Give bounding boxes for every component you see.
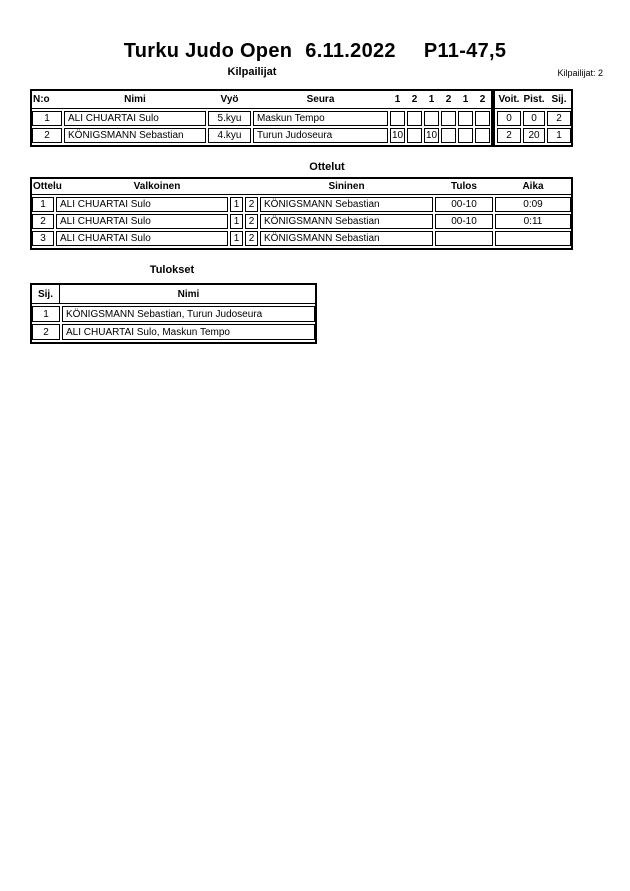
cell-match-number: 3	[32, 231, 54, 246]
section-heading-kilpailijat: Kilpailijat	[227, 66, 277, 78]
cell-score: 10	[391, 130, 404, 141]
col-header-pist: Pist.	[523, 94, 545, 105]
cell-blue-no: 2	[245, 214, 258, 229]
cell-score	[424, 111, 439, 126]
col-header-sininen: Sininen	[328, 181, 365, 192]
section-heading-ottelut: Ottelut	[309, 161, 345, 173]
cell-match-number: 2	[32, 214, 54, 229]
results-table	[30, 283, 317, 344]
weight-category: P11-47,5	[423, 40, 507, 62]
cell-name-club: KÖNIGSMANN Sebastian, Turun Judoseura	[62, 306, 315, 322]
cell-score	[441, 128, 456, 143]
col-header-aika: Aika	[522, 181, 544, 192]
col-header-voit: Voit.	[498, 94, 520, 105]
col-header-sij: Sij.	[551, 94, 567, 105]
col-header-vyo: Vyö	[220, 94, 239, 105]
cell-white-no: 1	[230, 231, 243, 246]
cell-vyo: 4.kyu	[208, 128, 251, 143]
cell-score	[390, 111, 405, 126]
cell-blue-no: 2	[245, 231, 258, 246]
match-row	[32, 231, 571, 246]
cell-match-number: 1	[32, 197, 54, 212]
cell-white-name: ALI CHUARTAI Sulo	[56, 231, 228, 246]
results-header-row	[32, 285, 315, 304]
cell-seura: Turun Judoseura	[253, 128, 388, 143]
cell-white-name: ALI CHUARTAI Sulo	[56, 197, 228, 212]
cell-score	[407, 128, 422, 143]
page-title	[0, 40, 630, 63]
cell-vyo: 5.kyu	[208, 111, 251, 126]
match-row	[32, 197, 571, 212]
result-row	[32, 324, 315, 340]
cell-sij: 2	[547, 111, 571, 126]
cell-time	[495, 231, 571, 246]
col-header-ottelu: Ottelu	[33, 181, 62, 192]
cell-rank: 2	[32, 324, 60, 340]
competitors-table	[30, 89, 573, 147]
cell-blue-name: KÖNIGSMANN Sebastian	[260, 214, 433, 229]
result-row	[32, 306, 315, 322]
cell-rank: 1	[32, 306, 60, 322]
cell-voit: 0	[497, 111, 521, 126]
cell-score	[458, 128, 473, 143]
competitor-count: Kilpailijat: 2	[557, 68, 603, 78]
cell-score	[407, 111, 422, 126]
col-header-score-2: 2	[411, 94, 418, 105]
col-header-sij: Sij.	[32, 285, 60, 303]
thick-column-divider	[491, 91, 495, 145]
cell-score	[475, 111, 490, 126]
cell-nimi: KÖNIGSMANN Sebastian	[64, 128, 206, 143]
col-header-score-4: 2	[445, 94, 452, 105]
cell-score: 10	[425, 130, 438, 141]
cell-white-no: 1	[230, 214, 243, 229]
cell-blue-no: 2	[245, 197, 258, 212]
match-row	[32, 214, 571, 229]
col-header-valkoinen: Valkoinen	[133, 181, 181, 192]
cell-no: 2	[32, 128, 62, 143]
cell-score	[458, 111, 473, 126]
cell-score	[475, 128, 490, 143]
cell-name-club: ALI CHUARTAI Sulo, Maskun Tempo	[62, 324, 315, 340]
cell-white-name: ALI CHUARTAI Sulo	[56, 214, 228, 229]
col-header-tulos: Tulos	[451, 181, 477, 192]
col-header-no: N:o	[33, 94, 50, 105]
cell-no: 1	[32, 111, 62, 126]
cell-blue-name: KÖNIGSMANN Sebastian	[260, 231, 433, 246]
cell-pist: 20	[523, 128, 545, 143]
cell-blue-name: KÖNIGSMANN Sebastian	[260, 197, 433, 212]
event-name: Turku Judo Open	[123, 40, 293, 62]
cell-nimi: ALI CHUARTAI Sulo	[64, 111, 206, 126]
event-date: 6.11.2022	[305, 40, 396, 62]
cell-seura: Maskun Tempo	[253, 111, 388, 126]
section-heading-tulokset: Tulokset	[149, 264, 195, 276]
col-header-score-1: 1	[394, 94, 401, 105]
matches-table	[30, 177, 573, 250]
col-header-score-5: 1	[462, 94, 469, 105]
cell-score	[441, 111, 456, 126]
matches-header-row	[32, 179, 571, 195]
col-header-nimi: Nimi	[124, 94, 146, 105]
cell-pist: 0	[523, 111, 545, 126]
col-header-seura: Seura	[306, 94, 335, 105]
cell-result	[435, 231, 493, 246]
col-header-score-3: 1	[428, 94, 435, 105]
cell-white-no: 1	[230, 197, 243, 212]
cell-time: 0:11	[495, 214, 571, 229]
col-header-nimi: Nimi	[177, 288, 200, 300]
col-header-score-6: 2	[479, 94, 486, 105]
cell-voit: 2	[497, 128, 521, 143]
cell-result: 00-10	[435, 214, 493, 229]
cell-time: 0:09	[495, 197, 571, 212]
cell-result: 00-10	[435, 197, 493, 212]
cell-sij: 1	[547, 128, 571, 143]
